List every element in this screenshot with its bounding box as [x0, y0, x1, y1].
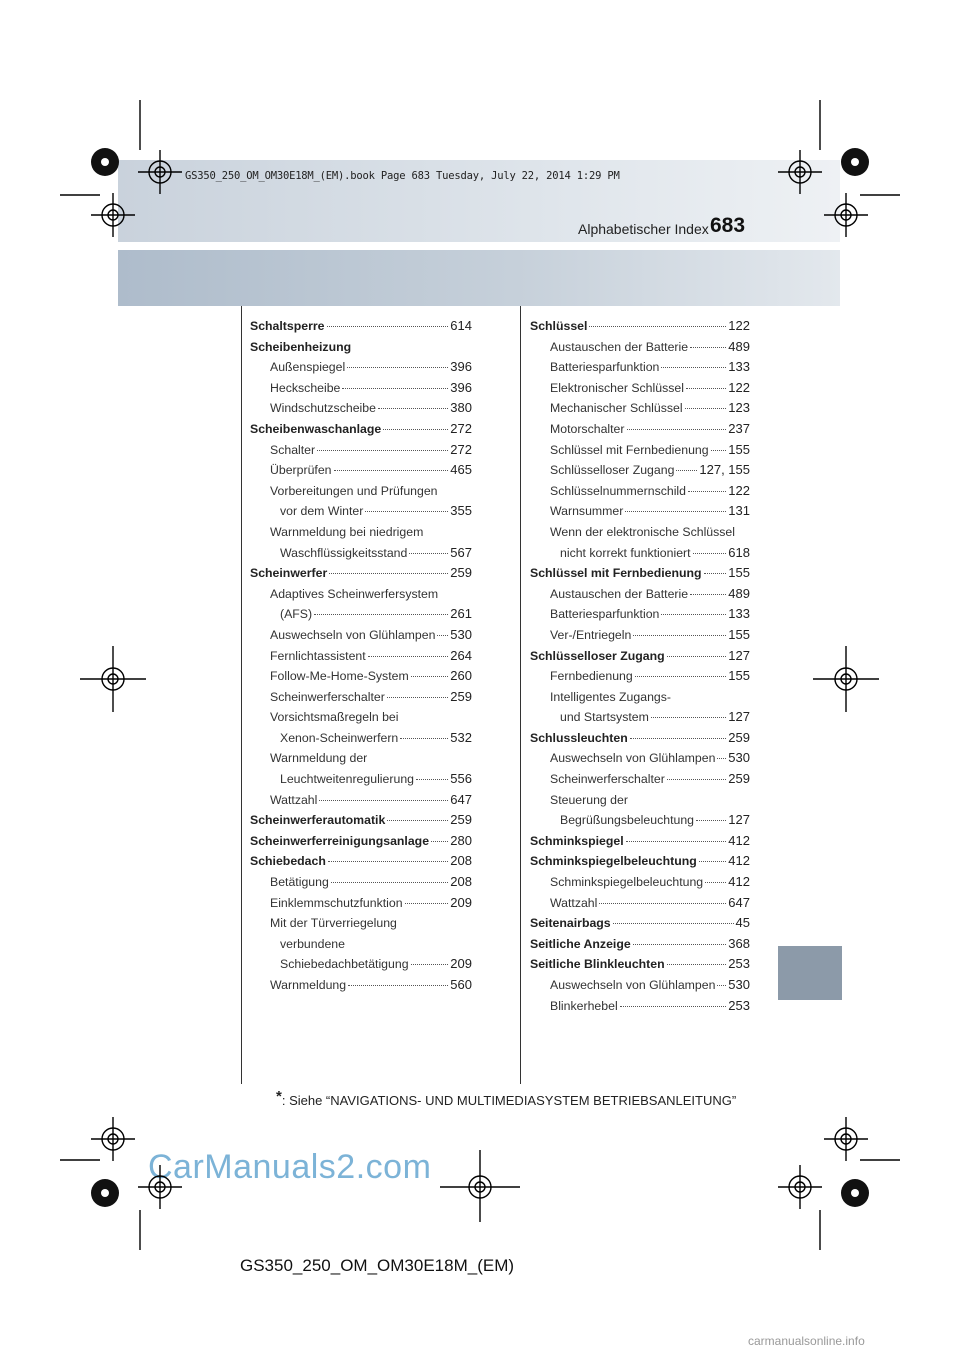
registration-mark-icon — [440, 1150, 520, 1222]
index-term: (AFS) — [280, 607, 313, 622]
index-term: Schaltsperre — [250, 319, 325, 333]
index-term: Mechanischer Schlüssel — [550, 401, 683, 416]
page-reference: 237 — [728, 420, 750, 436]
index-term: Begrüßungsbeleuchtung — [560, 813, 694, 828]
index-term: Wattzahl — [270, 792, 318, 807]
page-reference: 122 — [728, 318, 750, 333]
registration-mark-icon — [138, 1165, 182, 1209]
index-term: Adaptives Scheinwerfersystem — [270, 586, 439, 601]
index-term: Schlüssel mit Fernbedienung — [550, 442, 709, 457]
index-term: Außenspiegel — [270, 360, 346, 375]
registration-mark-icon — [778, 1165, 822, 1209]
page-reference: 209 — [450, 894, 472, 910]
registration-mark-icon — [778, 150, 822, 194]
page-reference: 272 — [450, 420, 472, 436]
page-reference: 530 — [450, 626, 472, 642]
section-title: Alphabetischer Index — [578, 221, 709, 237]
page-reference: 412 — [728, 874, 750, 890]
index-term: Warnmeldung der — [270, 751, 368, 766]
watermark-logo: CarManuals2.com — [148, 1148, 432, 1186]
index-term: Leuchtweitenregulierung — [280, 772, 414, 787]
index-term: Heckscheibe — [270, 380, 341, 395]
registration-mark-icon — [91, 1117, 135, 1161]
page-reference: 396 — [450, 359, 472, 375]
index-term: verbundene — [280, 936, 345, 951]
index-term: Seitliche Anzeige — [530, 936, 631, 951]
index-term: Motorschalter — [550, 421, 625, 436]
page-reference: 261 — [450, 606, 472, 622]
index-term: Batteriesparfunktion — [550, 607, 660, 622]
index-term: Schlüssel — [530, 319, 588, 333]
index-term: Seitliche Blinkleuchten — [530, 957, 665, 972]
page-reference: 155 — [728, 441, 750, 457]
index-term: Scheibenheizung — [250, 339, 352, 354]
document-code: GS350_250_OM_OM30E18M_(EM) — [240, 1256, 515, 1275]
index-term: Warnsummer — [550, 504, 624, 519]
index-term: Follow-Me-Home-System — [270, 669, 409, 684]
page-reference: 355 — [450, 503, 472, 519]
index-term: Vorsichtsmaßregeln bei — [270, 710, 399, 725]
index-term: Betätigung — [270, 875, 329, 890]
page-reference: 122 — [728, 379, 750, 395]
index-term: nicht korrekt funktioniert — [560, 545, 691, 560]
index-term: Schlussleuchten — [530, 730, 628, 745]
page-reference: 532 — [450, 729, 472, 745]
page-reference: 368 — [728, 935, 750, 951]
index-term: Intelligentes Zugangs- — [550, 689, 671, 704]
index-term: Xenon-Scheinwerfern — [280, 730, 399, 745]
page-reference: 489 — [728, 338, 750, 354]
page-reference: 155 — [728, 668, 750, 684]
page-reference: 127 — [728, 709, 750, 725]
registration-mark-icon — [91, 193, 135, 237]
book-info-line: GS350_250_OM_OM30E18M_(EM).book Page 683 Tuesday, July 22, 2014 1:29 PM — [185, 170, 620, 182]
index-term: Schiebedachbetätigung — [280, 957, 409, 972]
page-reference: 127 — [728, 647, 750, 663]
registration-mark-icon — [824, 1117, 868, 1161]
page-reference: 123 — [728, 400, 750, 416]
index-term: Austauschen der Batterie — [550, 586, 689, 601]
index-term: Schalter — [270, 442, 316, 457]
index-term: Scheinwerferautomatik — [250, 813, 386, 828]
index-term: Auswechseln von Glühlampen — [270, 627, 436, 642]
page-reference: 127, 155 — [699, 462, 750, 478]
page-reference: 465 — [450, 462, 472, 478]
page-reference: 133 — [728, 359, 750, 375]
page-reference: 412 — [728, 832, 750, 848]
index-term: Waschflüssigkeitsstand — [280, 545, 408, 560]
page-reference: 209 — [450, 956, 472, 972]
page-reference: 259 — [728, 729, 750, 745]
index-term: Schlüsselloser Zugang — [550, 463, 675, 478]
page-reference: 412 — [728, 853, 750, 869]
index-term: Schlüssel mit Fernbedienung — [530, 566, 702, 581]
registration-mark-icon — [80, 646, 146, 712]
index-term: Schlüsselnummernschild — [550, 483, 687, 498]
page-reference: 259 — [728, 771, 750, 787]
page-reference: 560 — [450, 977, 472, 992]
index-term: Schlüsselloser Zugang — [530, 648, 665, 663]
site-watermark: carmanualsonline.info — [748, 1334, 865, 1348]
page-reference: 260 — [450, 668, 472, 684]
page-reference: 647 — [450, 791, 472, 807]
index-term: Schminkspiegelbeleuchtung — [550, 875, 704, 890]
index-term: Wattzahl — [550, 895, 598, 910]
index-term: Scheinwerferschalter — [270, 689, 385, 704]
starburst-target-icon — [841, 148, 869, 176]
starburst-target-icon — [841, 1179, 869, 1207]
page-reference: 259 — [450, 812, 472, 828]
page-reference: 489 — [728, 585, 750, 601]
footnote-text: : Siehe “NAVIGATIONS- UND MULTIMEDIASYSTEM BETRIEBSANLEITUNG” — [281, 1093, 737, 1108]
index-term: Austauschen der Batterie — [550, 339, 689, 354]
page-reference: 259 — [450, 688, 472, 704]
page-reference: 131 — [728, 503, 750, 519]
index-term: Vorbereitungen und Prüfungen — [270, 483, 438, 498]
index-term: Scheinwerferschalter — [550, 772, 665, 787]
page-reference: 556 — [450, 771, 472, 787]
page-reference: 647 — [728, 894, 750, 910]
registration-mark-icon — [813, 646, 879, 712]
index-term: Mit der Türverriegelung — [270, 916, 397, 931]
index-term: Windschutzscheibe — [270, 401, 376, 416]
page-reference: 208 — [450, 853, 472, 869]
page-number: 683 — [710, 214, 746, 237]
page-reference: 272 — [450, 441, 472, 457]
footnote-marker: * — [276, 1088, 282, 1105]
page-reference: 530 — [728, 750, 750, 766]
index-term: Einklemmschutzfunktion — [270, 895, 403, 910]
page-reference: 155 — [728, 565, 750, 581]
page-reference: 133 — [728, 606, 750, 622]
page-reference: 208 — [450, 874, 472, 890]
index-term: Warnmeldung bei niedrigem — [270, 524, 424, 539]
page-reference: 253 — [728, 956, 750, 972]
index-term: Seitenairbags — [530, 916, 611, 931]
index-term: vor dem Winter — [280, 504, 364, 519]
page-reference: 264 — [450, 647, 472, 663]
page-reference: 280 — [450, 832, 472, 848]
index-term: Scheibenwaschanlage — [250, 421, 382, 436]
page-reference: 155 — [728, 626, 750, 642]
index-term: Blinkerhebel — [550, 998, 618, 1013]
index-term: Steuerung der — [550, 792, 628, 807]
page-reference: 122 — [728, 482, 750, 498]
index-term: Warnmeldung — [270, 978, 347, 992]
page-reference: 396 — [450, 379, 472, 395]
index-term: Überprüfen — [270, 463, 332, 478]
starburst-target-icon — [91, 1179, 119, 1207]
index-term: Batteriesparfunktion — [550, 360, 660, 375]
page-reference: 45 — [735, 915, 750, 931]
index-term: Wenn der elektronische Schlüssel — [550, 524, 736, 539]
page-reference: 614 — [450, 318, 472, 333]
page-reference: 530 — [728, 977, 750, 992]
page-reference: 259 — [450, 565, 472, 581]
index-term: Fernlichtassistent — [270, 648, 366, 663]
page-reference: 127 — [728, 812, 750, 828]
index-term: Schminkspiegel — [530, 833, 624, 848]
registration-mark-icon — [138, 150, 182, 194]
index-term: Auswechseln von Glühlampen — [550, 751, 716, 766]
index-term: Ver-/Entriegeln — [550, 627, 632, 642]
page-reference: 253 — [728, 997, 750, 1013]
index-term: Schminkspiegelbeleuchtung — [530, 854, 697, 869]
page-reference: 567 — [450, 544, 472, 560]
index-term: Schiebedach — [250, 854, 326, 869]
index-term: Elektronischer Schlüssel — [550, 380, 684, 395]
index-term: und Startsystem — [560, 710, 649, 725]
starburst-target-icon — [91, 148, 119, 176]
index-term: Scheinwerferreinigungsanlage — [250, 833, 430, 848]
index-term: Scheinwerfer — [250, 566, 328, 581]
index-term: Auswechseln von Glühlampen — [550, 978, 716, 992]
registration-mark-icon — [824, 193, 868, 237]
page-reference: 380 — [450, 400, 472, 416]
index-term: Fernbedienung — [550, 669, 633, 684]
page-reference: 618 — [728, 544, 750, 560]
